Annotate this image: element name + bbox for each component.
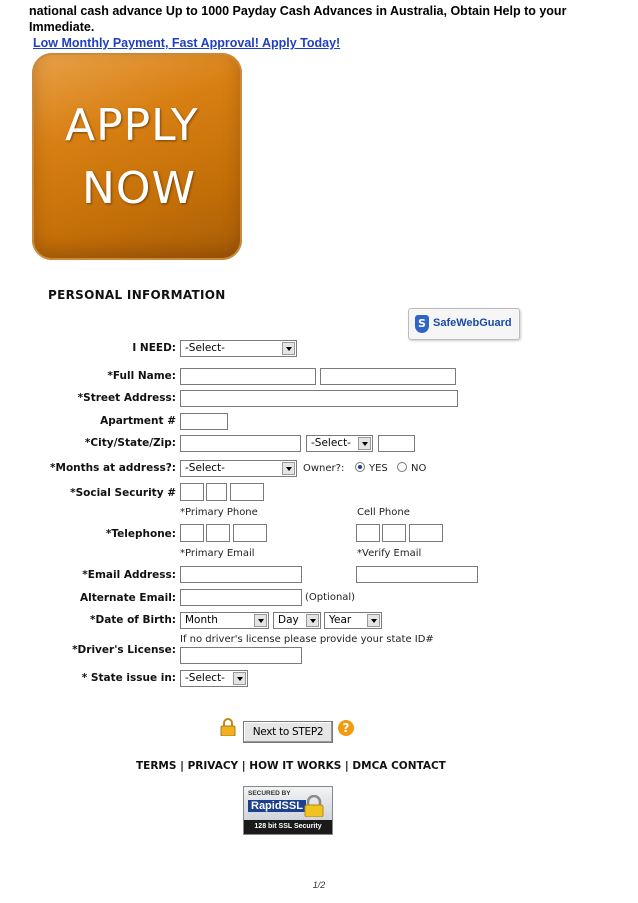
verify-email-input[interactable] (356, 566, 478, 583)
telephone-label: *Telephone: (105, 528, 176, 540)
first-name-input[interactable] (180, 368, 316, 385)
state-value: -Select- (311, 437, 351, 449)
dob-month-select[interactable] (180, 612, 269, 629)
i-need-select[interactable] (180, 340, 297, 357)
dob-label: *Date of Birth: (90, 614, 176, 626)
owner-no-label: NO (411, 463, 427, 474)
chevron-down-icon (282, 462, 295, 475)
apartment-input[interactable] (180, 413, 228, 430)
state-select[interactable] (306, 435, 373, 452)
dob-day-select[interactable] (273, 612, 321, 629)
full-name-label: *Full Name: (107, 370, 176, 382)
license-input[interactable] (180, 647, 302, 664)
license-label: *Driver's License: (72, 644, 176, 656)
state-issue-label: * State issue in: (81, 672, 176, 684)
dob-year-value: Year (329, 614, 352, 626)
help-icon[interactable]: ? (338, 720, 354, 736)
primary-email-label: *Primary Email (180, 548, 255, 559)
separator: | (176, 760, 188, 772)
i-need-label: I NEED: (132, 342, 176, 354)
city-label: *City/State/Zip: (84, 437, 176, 449)
promo-link[interactable]: Low Monthly Payment, Fast Approval! Apply Today! (33, 36, 341, 50)
safewebguard-badge[interactable] (408, 308, 520, 340)
phone-prefix-input[interactable] (206, 524, 230, 542)
cell-line-input[interactable] (409, 524, 443, 542)
ssn-part1-input[interactable] (180, 483, 204, 501)
separator: | (238, 760, 250, 772)
lock-icon (220, 718, 236, 736)
ssl-badge[interactable] (243, 786, 333, 836)
section-heading: PERSONAL INFORMATION (48, 288, 226, 302)
cell-area-input[interactable] (356, 524, 380, 542)
page-title: national cash advance Up to 1000 Payday Cash Advances in Australia, Obtain Help to your Immediate. (29, 4, 567, 34)
next-step-button[interactable]: Next to STEP2 (243, 721, 333, 743)
owner-label: Owner?: (303, 463, 345, 474)
months-select[interactable] (180, 460, 297, 477)
owner-yes-radio[interactable] (355, 462, 365, 472)
dob-month-value: Month (185, 614, 218, 626)
shield-icon: S (415, 315, 429, 333)
how-it-works-link[interactable]: HOW IT WORKS (249, 760, 342, 772)
optional-note: (Optional) (305, 592, 356, 603)
privacy-link[interactable]: PRIVACY (187, 760, 239, 772)
chevron-down-icon (282, 342, 295, 355)
page-number: 1/2 (312, 880, 326, 890)
months-value: -Select- (185, 462, 225, 474)
ssl-bottom-text: 128 bit SSL Security (243, 820, 333, 835)
ssl-badge-top (243, 786, 333, 822)
chevron-down-icon (306, 614, 319, 627)
last-name-input[interactable] (320, 368, 456, 385)
ssl-brand-text: RapidSSL (248, 800, 306, 812)
terms-link[interactable]: TERMS (136, 760, 177, 772)
street-label: *Street Address: (77, 392, 176, 404)
cell-prefix-input[interactable] (382, 524, 406, 542)
owner-no-radio[interactable] (397, 462, 407, 472)
chevron-down-icon (367, 614, 380, 627)
cell-phone-label: Cell Phone (357, 507, 410, 518)
apply-now-line2: NOW (82, 163, 197, 214)
padlock-icon (302, 795, 326, 817)
chevron-down-icon (233, 672, 246, 685)
street-input[interactable] (180, 390, 458, 407)
state-issue-value: -Select- (185, 672, 225, 684)
phone-area-input[interactable] (180, 524, 204, 542)
dob-day-value: Day (278, 614, 299, 626)
ssn-part2-input[interactable] (206, 483, 227, 501)
state-issue-select[interactable] (180, 670, 248, 687)
footer-links (136, 760, 446, 772)
primary-phone-label: *Primary Phone (180, 507, 258, 518)
dob-year-select[interactable] (324, 612, 382, 629)
badge-text: SafeWebGuard (433, 317, 512, 329)
email-input[interactable] (180, 566, 302, 583)
zip-input[interactable] (378, 435, 415, 452)
license-hint: If no driver's license please provide your state ID# (180, 634, 434, 645)
ssn-part3-input[interactable] (230, 483, 264, 501)
alt-email-input[interactable] (180, 589, 302, 606)
separator: | (341, 760, 353, 772)
phone-line-input[interactable] (233, 524, 267, 542)
apply-now-line1: APPLY (65, 100, 199, 151)
chevron-down-icon (358, 437, 371, 450)
city-input[interactable] (180, 435, 301, 452)
owner-yes-label: YES (369, 463, 388, 474)
ssl-secured-text: SECURED BY (248, 790, 291, 797)
i-need-value: -Select- (185, 342, 225, 354)
months-label: *Months at address?: (50, 462, 176, 474)
chevron-down-icon (254, 614, 267, 627)
ssn-label: *Social Security # (70, 487, 176, 499)
dmca-link[interactable]: DMCA CONTACT (352, 760, 446, 772)
email-label: *Email Address: (82, 569, 176, 581)
alt-email-label: Alternate Email: (80, 592, 176, 604)
apartment-label: Apartment # (100, 415, 176, 427)
verify-email-label: *Verify Email (357, 548, 422, 559)
